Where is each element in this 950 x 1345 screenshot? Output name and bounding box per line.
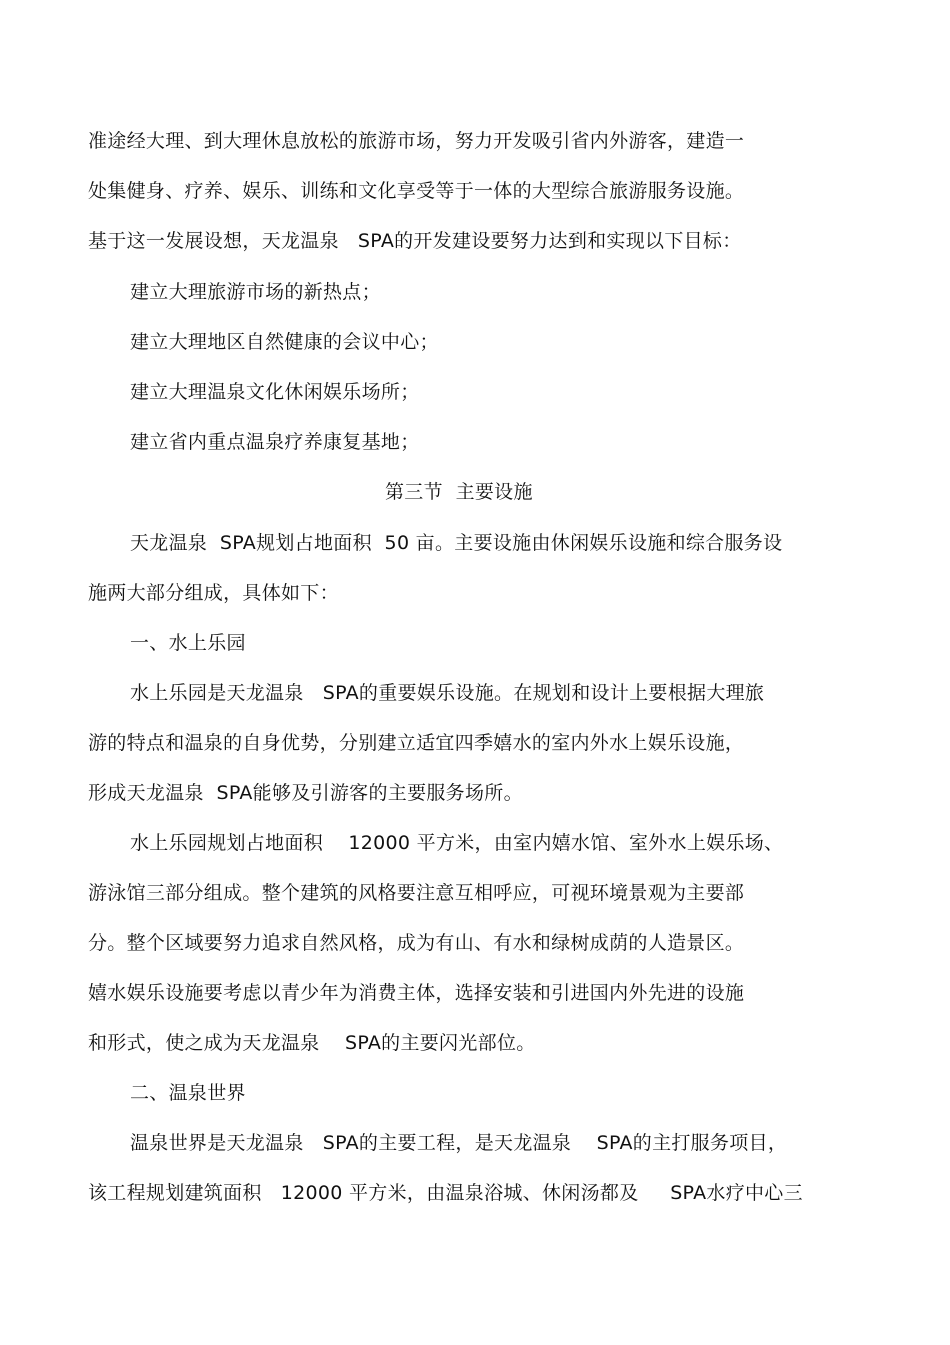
paragraph-line: 水上乐园规划占地面积 12000 平方米，由室内嬉水馆、室外水上娱乐场、 bbox=[130, 832, 784, 854]
paragraph-line: 水上乐园是天龙温泉 SPA的重要娱乐设施。在规划和设计上要根据大理旅 bbox=[130, 682, 765, 704]
paragraph-line: 形成天龙温泉 SPA能够及引游客的主要服务场所。 bbox=[88, 782, 523, 804]
paragraph-line: 分。整个区域要努力追求自然风格，成为有山、有水和绿树成荫的人造景区。 bbox=[88, 932, 745, 954]
paragraph-line: 游泳馆三部分组成。整个建筑的风格要注意互相呼应，可视环境景观为主要部 bbox=[88, 882, 745, 904]
paragraph-line: 游的特点和温泉的自身优势，分别建立适宜四季嬉水的室内外水上娱乐设施， bbox=[88, 732, 745, 754]
list-item: 建立大理旅游市场的新热点； bbox=[130, 281, 381, 303]
paragraph-line: 准途经大理、到大理休息放松的旅游市场，努力开发吸引省内外游客，建造一 bbox=[88, 130, 745, 152]
section-heading: 第三节 主要设施 bbox=[385, 481, 533, 503]
paragraph-line: 天龙温泉 SPA规划占地面积 50 亩。主要设施由休闲娱乐设施和综合服务设 bbox=[130, 532, 783, 554]
subsection-heading: 一、水上乐园 bbox=[130, 632, 246, 654]
paragraph-line: 施两大部分组成，具体如下： bbox=[88, 582, 339, 604]
paragraph-line: 该工程规划建筑面积 12000 平方米，由温泉浴城、休闲汤都及 SPA水疗中心三 bbox=[88, 1182, 803, 1204]
paragraph-line: 基于这一发展设想，天龙温泉 SPA的开发建设要努力达到和实现以下目标： bbox=[88, 230, 742, 252]
paragraph-line: 和形式，使之成为天龙温泉 SPA的主要闪光部位。 bbox=[88, 1032, 536, 1054]
subsection-heading: 二、温泉世界 bbox=[130, 1082, 246, 1104]
paragraph-line: 温泉世界是天龙温泉 SPA的主要工程，是天龙温泉 SPA的主打服务项目， bbox=[130, 1132, 788, 1154]
list-item: 建立省内重点温泉疗养康复基地； bbox=[130, 431, 420, 453]
list-item: 建立大理温泉文化休闲娱乐场所； bbox=[130, 381, 420, 403]
paragraph-line: 嬉水娱乐设施要考虑以青少年为消费主体，选择安装和引进国内外先进的设施 bbox=[88, 982, 745, 1004]
paragraph-line: 处集健身、疗养、娱乐、训练和文化享受等于一体的大型综合旅游服务设施。 bbox=[88, 180, 745, 202]
list-item: 建立大理地区自然健康的会议中心； bbox=[130, 331, 439, 353]
